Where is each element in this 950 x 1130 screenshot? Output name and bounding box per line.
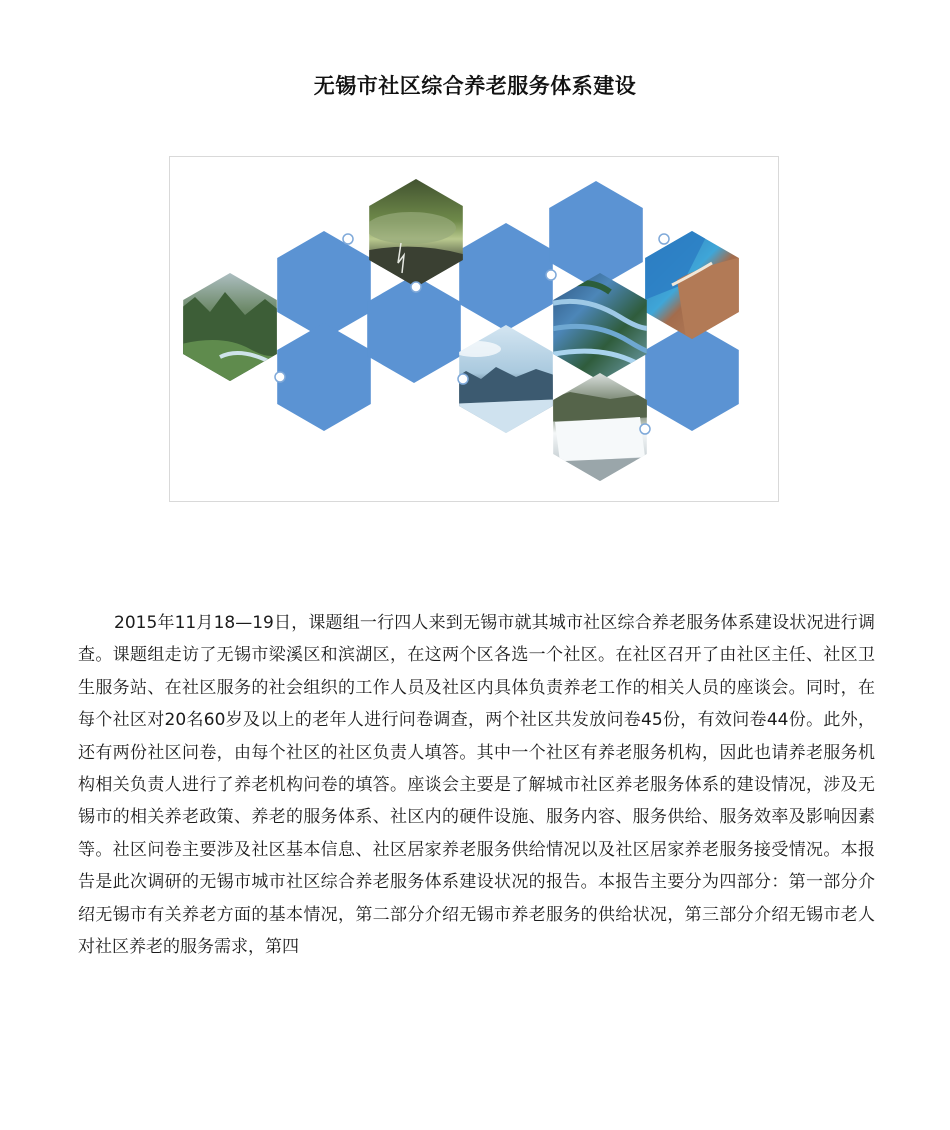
connector-dot <box>411 282 421 292</box>
connector-dot <box>343 234 353 244</box>
blue-hexagon <box>459 223 553 331</box>
blue-hexagon <box>277 323 371 431</box>
connector-dot <box>546 270 556 280</box>
blue-hexagon <box>549 181 643 289</box>
body-paragraph: 2015年11月18—19日，课题组一行四人来到无锡市就其城市社区综合养老服务体系建设状况进行调查。课题组走访了无锡市梁溪区和滨湖区，在这两个区各选一个社区。在社区召开了由社区主任、社区卫生服务站、在社区服务的社会组织的工作人员及社区内具体负责养老工作的相关人员的座谈会。同时，在每个社区对20名60岁及以上的老年人进行问卷调查，两个社区共发放问卷45份，有效问卷44份。此外，还有两份社区问卷，由每个社区的社区负责人填答。其中一个社区有养老服务机构，因此也请养老服务机构相关负责人进行了养老机构问卷的填答。座谈会主要是了解城市社区养老服务体系的建设情况，涉及无锡市的相关养老政策、养老的服务体系、社区内的硬件设施、服务内容、服务供给、服务效率及影响因素等。社区问卷主要涉及社区基本信息、社区居家养老服务供给情况以及社区居家养老服务接受情况。本报告是此次调研的无锡市城市社区综合养老服务体系建设状况的报告。本报告主要分为四部分：第一部分介绍无锡市有关养老方面的基本情况，第二部分介绍无锡市养老服务的供给状况，第三部分介绍无锡市老人对社区养老的服务需求，第四 <box>78 613 875 958</box>
hexagon-collage-figure <box>169 156 779 502</box>
connector-dot <box>659 234 669 244</box>
connector-dot <box>640 424 650 434</box>
blue-hexagon <box>645 323 739 431</box>
blue-hexagon <box>277 231 371 339</box>
connector-dot <box>458 374 468 384</box>
mountain-landscape-photo <box>170 267 290 387</box>
connector-dot <box>275 372 285 382</box>
coast-cliff-photo <box>632 225 752 345</box>
storm-field-photo <box>356 173 476 293</box>
page-title: 无锡市社区综合养老服务体系建设 <box>313 74 637 98</box>
